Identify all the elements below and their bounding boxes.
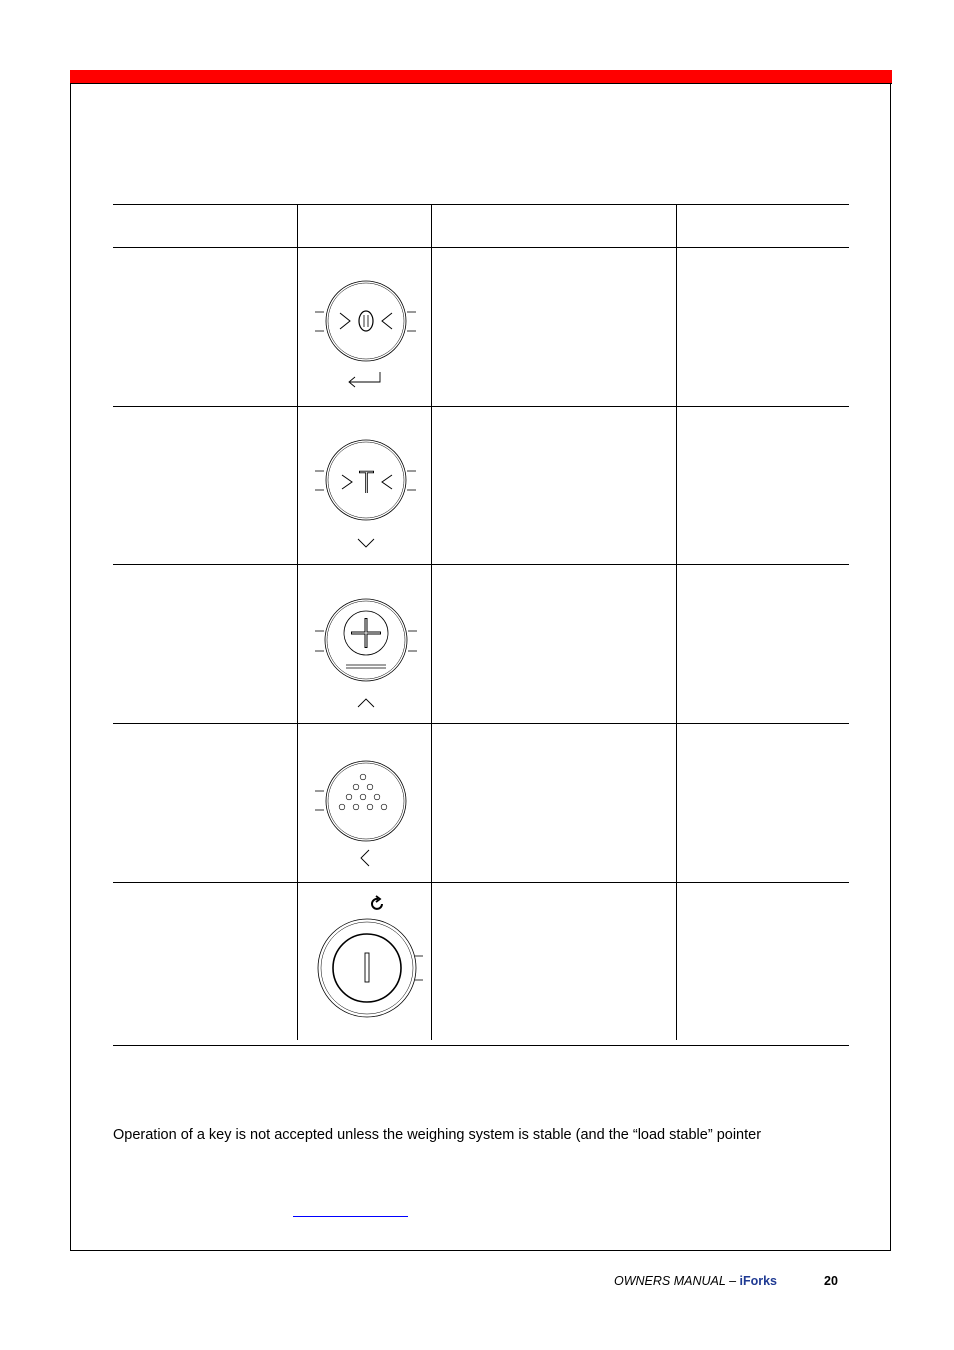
tare-key-icon bbox=[297, 407, 431, 565]
plus-key-icon bbox=[297, 565, 431, 723]
dot-triangle-icon bbox=[297, 724, 431, 882]
header-bar bbox=[70, 70, 892, 84]
table-rule-top bbox=[113, 204, 849, 205]
table-rule-bottom bbox=[113, 1045, 849, 1046]
key-table bbox=[113, 204, 849, 1046]
table-col-rule-2 bbox=[431, 204, 432, 1040]
zero-key-icon bbox=[297, 248, 431, 406]
dots-key[interactable] bbox=[297, 724, 431, 882]
table-rule-row3 bbox=[113, 723, 849, 724]
body-paragraph: Operation of a key is not accepted unless the weighing system is stable (and the “load stable” pointer bbox=[113, 1127, 762, 1143]
page-number: 20 bbox=[824, 1274, 838, 1288]
zero-key[interactable] bbox=[297, 248, 431, 406]
power-key-icon bbox=[297, 883, 431, 1045]
tare-key[interactable] bbox=[297, 407, 431, 565]
table-col-rule-3 bbox=[676, 204, 677, 1040]
plus-key[interactable] bbox=[297, 565, 431, 723]
footer-manual-label: OWNERS MANUAL – bbox=[614, 1274, 737, 1288]
brand-name: iForks bbox=[739, 1274, 778, 1288]
table-rule-row4 bbox=[113, 882, 849, 883]
table-rule-header bbox=[113, 247, 849, 248]
table-rule-row2 bbox=[113, 564, 849, 565]
hyperlink-underline[interactable] bbox=[293, 1216, 408, 1217]
table-rule-row1 bbox=[113, 406, 849, 407]
refresh-icon bbox=[372, 896, 382, 909]
footer bbox=[614, 1274, 777, 1288]
power-key[interactable] bbox=[297, 883, 431, 1045]
